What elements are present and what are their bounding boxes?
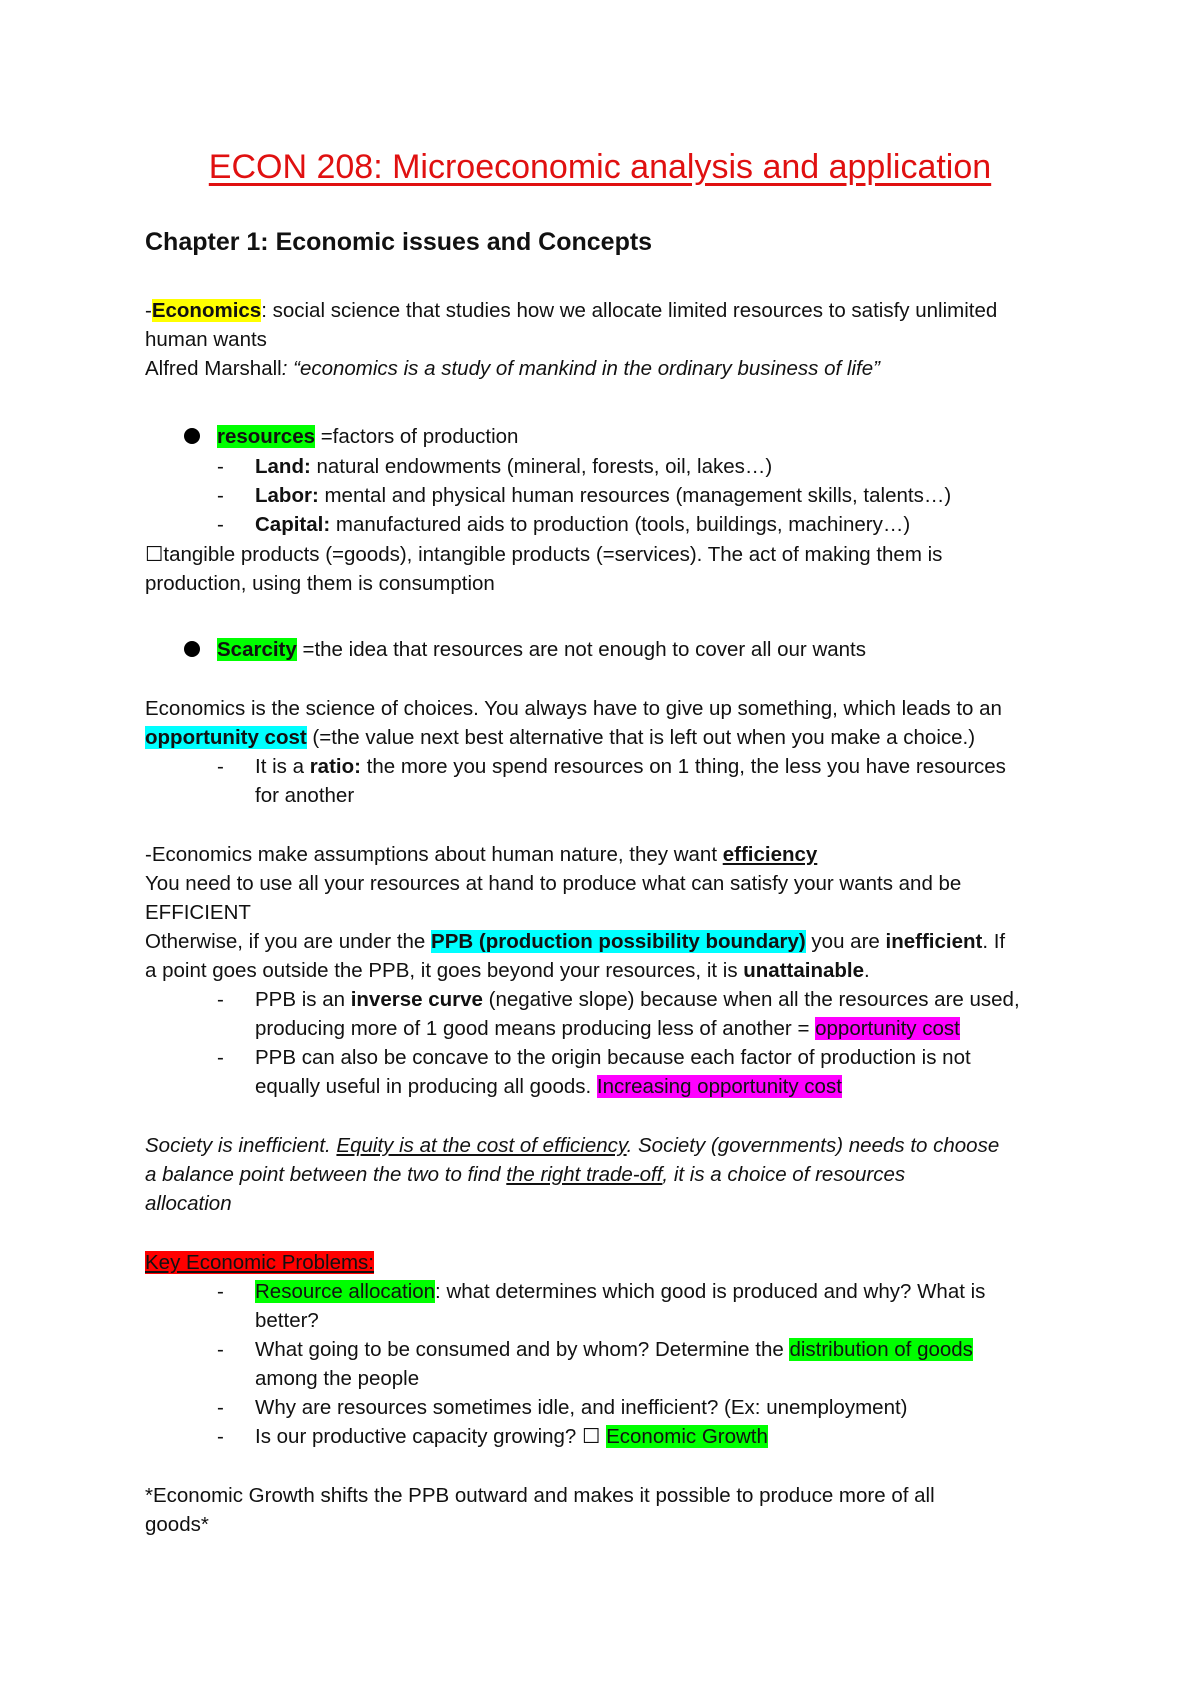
ppb-term: PPB (production possibility boundary) [431,930,806,953]
resources-line [217,422,518,451]
distribution-highlight: distribution of goods [789,1338,973,1361]
efficiency-term: efficiency [722,843,818,866]
period: . [864,959,870,982]
efficiency-line2: You need to use all your resources at hand to produce what can satisfy your wants and be [145,872,962,895]
ppb-concave-item: PPB can also be concave to the origin because each factor of production is not [255,1046,971,1069]
inverse-text-b: (negative slope) because when all the resources are used, [482,988,1020,1011]
list-dash: - [217,1338,224,1361]
scarcity-term: Scarcity [217,638,297,661]
ratio-term: ratio: [309,755,361,778]
resources-def: =factors of production [315,425,519,448]
ratio-item [255,752,1006,781]
economic-growth-highlight: Economic Growth [606,1425,768,1448]
economics-term: Economics [151,299,262,322]
chapter-heading: Chapter 1: Economic issues and Concepts [145,228,653,256]
growth-note-line1: *Economic Growth shifts the PPB outward and makes it possible to produce more of all [145,1484,935,1507]
list-dash: - [217,988,224,1011]
capital-text: manufactured aids to production (tools, buildings, machinery…) [330,513,911,536]
scarcity-line [217,635,866,664]
inefficient-term: inefficient [885,930,983,953]
ppb-text-b: you are [805,930,886,953]
products-note-line1: ☐tangible products (=goods), intangible products (=services). The act of making them is [145,543,943,566]
list-item-labor [255,481,951,510]
marshall-quote: “economics is a study of mankind in the ordinary business of life” [293,357,880,380]
dash-prefix: - [145,299,152,322]
marshall-name: Alfred Marshall [145,357,282,380]
society-text-b: . Society (governments) needs to choose [626,1134,1000,1157]
ppb-text-c: . If [982,930,1006,953]
list-dash: - [217,513,224,536]
concave-line2-text: equally useful in producing all goods. [255,1075,597,1098]
labor-text: mental and physical human resources (management skills, talents…) [318,484,952,507]
ppb-concave-item-line2 [255,1072,842,1101]
list-item-land [255,452,772,481]
economics-definition-line [145,296,997,325]
key-problems-heading [145,1248,374,1277]
ratio-item-line2: for another [255,784,355,807]
capital-label: Capital: [255,513,331,536]
unattainable-term: unattainable [743,959,865,982]
society-line2 [145,1160,905,1189]
increasing-opportunity-cost-highlight: Increasing opportunity cost [596,1075,842,1098]
problem-item-growth [255,1422,768,1451]
problem-item-allocation [255,1277,985,1306]
efficiency-line4 [145,927,1005,956]
efficiency-line1 [145,840,817,869]
inverse-line2-text: producing more of 1 good means producing less of another = [255,1017,816,1040]
bullet-icon [184,428,200,444]
resources-term: resources [217,425,316,448]
unattainable-text: a point goes outside the PPB, it goes beyond your resources, it is [145,959,744,982]
ratio-text-a: It is a [255,755,310,778]
products-note-line2: production, using them is consumption [145,572,495,595]
ppb-inverse-item [255,985,1020,1014]
opportunity-cost-highlight: opportunity cost [815,1017,960,1040]
page-title: ECON 208: Microeconomic analysis and application [208,148,992,186]
distribution-text: What going to be consumed and by whom? Determine the [255,1338,790,1361]
growth-text: Is our productive capacity growing? ☐ [255,1425,607,1448]
efficiency-line3: EFFICIENT [145,901,251,924]
opportunity-cost-term: opportunity cost [145,726,307,749]
list-dash: - [217,1396,224,1419]
land-label: Land: [255,455,311,478]
bullet-icon [184,641,200,657]
marshall-colon: : [281,357,294,380]
growth-note-line2: goods* [145,1513,209,1536]
problem-item-distribution-line2: among the people [255,1367,420,1390]
inverse-curve-term: inverse curve [350,988,483,1011]
efficiency-line5 [145,956,870,985]
economics-def-text: : social science that studies how we allocate limited resources to satisfy unlimited [261,299,998,322]
resource-allocation-highlight: Resource allocation [255,1280,436,1303]
list-dash: - [217,1046,224,1069]
key-problems-heading-text: Key Economic Problems: [145,1251,375,1274]
society-line2-text-b: , it is a choice of resources [662,1163,906,1186]
list-dash: - [217,1425,224,1448]
equity-underline: Equity is at the cost of efficiency [336,1134,627,1157]
opportunity-cost-def: (=the value next best alternative that is left out when you make a choice.) [306,726,976,749]
list-dash: - [217,1280,224,1303]
list-item-capital [255,510,910,539]
trade-off-underline: the right trade-off [506,1163,663,1186]
efficiency-text: -Economics make assumptions about human nature, they want [145,843,723,866]
land-text: natural endowments (mineral, forests, oil, lakes…) [310,455,773,478]
allocation-text: : what determines which good is produced and why? What is [435,1280,986,1303]
society-line3-text: allocation [145,1192,232,1215]
list-dash: - [217,755,224,778]
society-text-a: Society is inefficient. [145,1134,337,1157]
scarcity-def: =the idea that resources are not enough to cover all our wants [296,638,867,661]
problem-item-idle: Why are resources sometimes idle, and inefficient? (Ex: unemployment) [255,1396,908,1419]
society-line3 [145,1189,232,1218]
list-dash: - [217,484,224,507]
society-line1 [145,1131,999,1160]
society-line2-text: a balance point between the two to find [145,1163,507,1186]
economics-def-line2: human wants [145,328,267,351]
problem-item-allocation-line2: better? [255,1309,319,1332]
choices-line2 [145,723,975,752]
ppb-text-a: Otherwise, if you are under the [145,930,432,953]
ppb-inverse-item-line2 [255,1014,960,1043]
list-dash: - [217,455,224,478]
problem-item-distribution [255,1335,973,1364]
choices-line1: Economics is the science of choices. You always have to give up something, which leads to an [145,697,1002,720]
marshall-quote-line [145,354,880,383]
labor-label: Labor: [255,484,319,507]
inverse-text-a: PPB is an [255,988,351,1011]
ratio-text-b: the more you spend resources on 1 thing, the less you have resources [360,755,1006,778]
